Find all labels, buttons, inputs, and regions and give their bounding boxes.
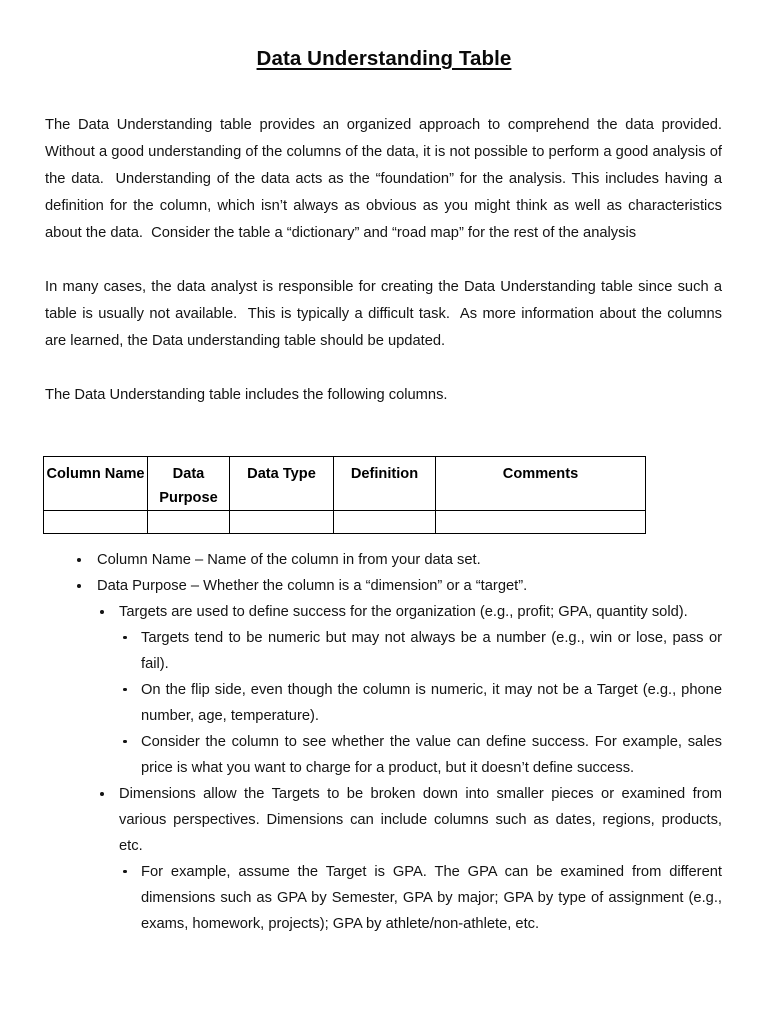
table-cell-data-type[interactable]	[230, 510, 334, 533]
list-item-dimensions-text: Dimensions allow the Targets to be broken down into smaller pieces or examined from various perspectives. Dimensions can include columns such as dates, regions, products, etc.	[119, 785, 722, 854]
list-item-column-name-text: Column Name – Name of the column in from your data set.	[97, 551, 481, 568]
columns-intro-paragraph: The Data Understanding table includes the following columns.	[45, 386, 448, 403]
list-item-gpa-example-text: For example, assume the Target is GPA. The GPA can be examined from different dimensions such as GPA by Semester, GPA by major; GPA by type of assignment (e.g., exams, homework, projects); GPA by athlete/non-athlete, etc.	[141, 863, 722, 932]
table-cell-data-purpose[interactable]	[148, 510, 230, 533]
list-item-gpa-example	[141, 859, 722, 937]
bullet-list-level-1	[0, 547, 768, 937]
data-understanding-table	[43, 456, 646, 534]
page-title: Data Understanding Table	[256, 47, 512, 70]
list-item-flip-side-text: On the flip side, even though the column is numeric, it may not be a Target (e.g., phone number, age, temperature).	[141, 681, 722, 724]
table-cell-definition[interactable]	[334, 510, 436, 533]
list-item-column-name	[97, 547, 722, 573]
list-item-targets-numeric-text: Targets tend to be numeric but may not always be a number (e.g., win or lose, pass or fail).	[141, 629, 722, 672]
list-item-consider-column	[141, 729, 722, 781]
table-row	[44, 510, 646, 533]
table-header-data-purpose: Data Purpose	[148, 456, 230, 510]
bullet-list-level-2	[97, 599, 722, 937]
list-item-dimensions	[119, 781, 722, 937]
list-item-consider-column-text: Consider the column to see whether the value can define success. For example, sales price is what you want to charge for a product, but it doesn’t define success.	[141, 733, 722, 776]
table-header-column-name: Column Name	[44, 456, 148, 510]
table-header-data-type: Data Type	[230, 456, 334, 510]
document-body	[45, 112, 731, 409]
list-item-targets-define-success	[119, 599, 722, 781]
list-item-data-purpose-text: Data Purpose – Whether the column is a “dimension” or a “target”.	[97, 577, 528, 594]
bullet-list-level-3-targets	[119, 625, 722, 781]
table-header-comments: Comments	[436, 456, 646, 510]
table-cell-comments[interactable]	[436, 510, 646, 533]
list-item-targets-numeric	[141, 625, 722, 677]
bullet-list-level-3-dimensions	[119, 859, 722, 937]
responsibility-paragraph: In many cases, the data analyst is responsible for creating the Data Understanding table since such a table is usually not available. This is typically a difficult task. As more information about the columns are learned, the Data understanding table should be updated.	[45, 278, 727, 349]
list-item-flip-side	[141, 677, 722, 729]
data-understanding-table-wrapper	[0, 456, 768, 534]
table-header-row	[44, 456, 646, 510]
table-cell-column-name[interactable]	[44, 510, 148, 533]
list-item-data-purpose	[97, 573, 722, 937]
table-header-definition: Definition	[334, 456, 436, 510]
list-item-targets-define-success-text: Targets are used to define success for the organization (e.g., profit; GPA, quantity sold).	[119, 603, 688, 620]
intro-paragraph: The Data Understanding table provides an organized approach to comprehend the data provided. Without a good understanding of the columns of the data, it is not possible to perform a good analysis of the data. Understanding of the data acts as the “foundation” for the analysis. This includes having a definition for the column, which isn’t always as obvious as you might think as well as characteristics about the data. Consider the table a “dictionary” and “road map” for the rest of the analysis	[45, 116, 731, 241]
